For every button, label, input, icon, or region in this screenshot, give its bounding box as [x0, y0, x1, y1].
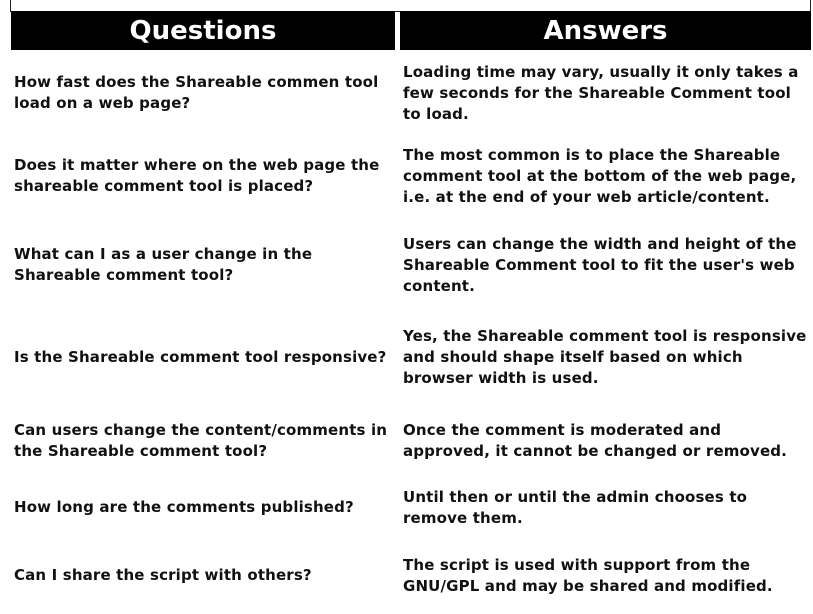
question-cell: How long are the comments published?	[14, 498, 354, 516]
question-cell: Is the Shareable comment tool responsive?	[14, 347, 387, 366]
table-row	[11, 554, 811, 597]
answer-cell: Users can change the width and height of the Shareable Comment tool to fit the user's web content.	[403, 234, 797, 295]
answer-cell: Once the comment is moderated and approved, it cannot be changed or removed.	[403, 420, 788, 460]
question-cell: How fast does the Shareable commen tool load on a web page?	[14, 73, 379, 112]
answer-cell: The most common is to place the Shareable comment tool at the bottom of the web page, i.e. at the end of your web article/content.	[403, 145, 797, 206]
question-cell: Can users change the content/comments in the Shareable comment tool?	[14, 420, 388, 460]
table-row	[11, 144, 811, 208]
answer-cell: Until then or until the admin chooses to remove them.	[403, 487, 748, 527]
table-row	[11, 325, 811, 389]
table-row	[11, 233, 811, 297]
table-row	[11, 61, 811, 125]
questions-header: Questions	[11, 11, 395, 50]
table-row	[11, 419, 811, 462]
answer-cell: The script is used with support from the GNU/GPL and may be shared and modified.	[403, 555, 773, 595]
table-row	[11, 486, 811, 529]
question-cell: Can I share the script with others?	[14, 566, 312, 584]
answer-cell: Yes, the Shareable comment tool is responsive and should shape itself based on which browser width is used.	[403, 326, 807, 387]
question-cell: Does it matter where on the web page the shareable comment tool is placed?	[14, 156, 380, 195]
answers-header: Answers	[400, 11, 811, 50]
answer-cell: Loading time may vary, usually it only takes a few seconds for the Shareable Comment tool to load.	[403, 62, 799, 123]
question-cell: What can I as a user change in the Shareable comment tool?	[14, 245, 313, 284]
